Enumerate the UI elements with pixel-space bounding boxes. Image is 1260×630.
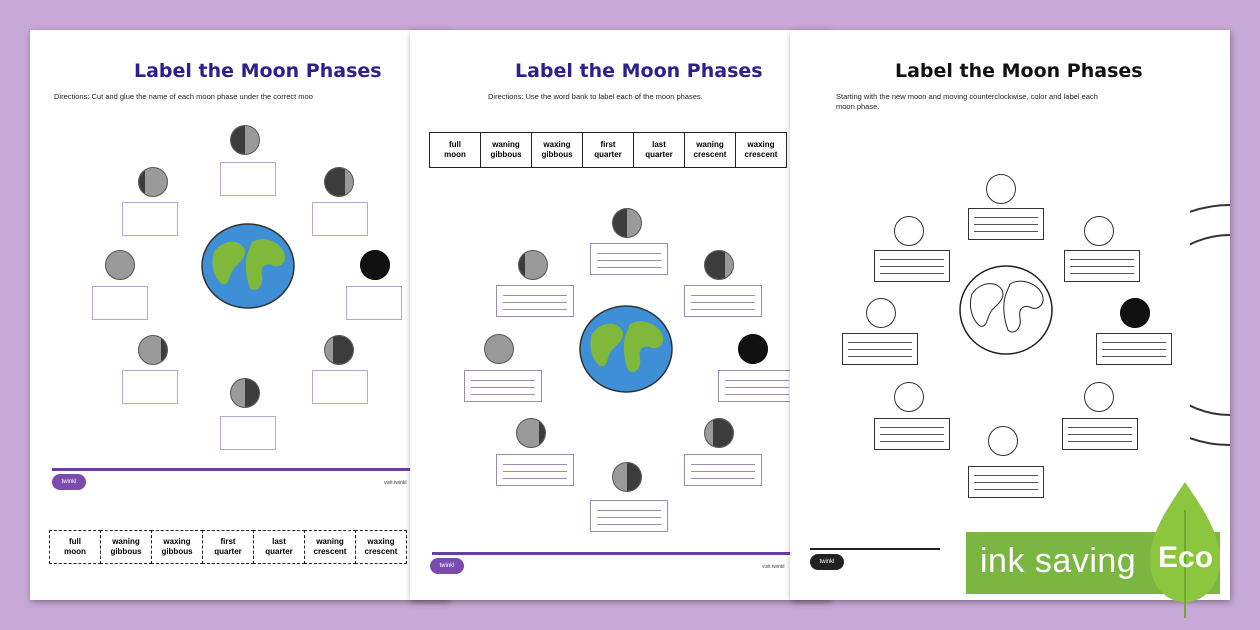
label-lines: [842, 333, 918, 365]
label-lines: [718, 370, 796, 402]
earth-outline-icon: [958, 264, 1054, 356]
label-lines: [1096, 333, 1172, 365]
label-lines: [590, 243, 668, 275]
word-bank-item: waxing crescent: [735, 132, 787, 168]
moon-waxing-crescent-icon: [324, 167, 354, 197]
label-box: [122, 202, 178, 236]
label-lines: [968, 208, 1044, 240]
directions-text: Directions: Use the word bank to label each of the moon phases.: [488, 92, 703, 101]
worksheet-cut-and-glue: [30, 30, 450, 600]
label-lines: [590, 500, 668, 532]
moon-waning-crescent-icon: [704, 418, 734, 448]
word-bank: [430, 132, 787, 168]
word-bank-item: waning crescent: [684, 132, 736, 168]
moon-outline-icon: [866, 298, 896, 328]
label-lines: [496, 285, 574, 317]
moon-new-icon: [738, 334, 768, 364]
moon-outline-icon: [1084, 216, 1114, 246]
label-lines: [684, 454, 762, 486]
label-box: [346, 286, 402, 320]
label-box: [122, 370, 178, 404]
moon-outline-icon: [894, 382, 924, 412]
moon-last-quarter-icon: [612, 462, 642, 492]
moon-outline-icon: [986, 174, 1016, 204]
twinkl-logo: twinkl: [430, 558, 464, 574]
earth-icon: [578, 304, 674, 394]
worksheet-word-bank: [410, 30, 830, 600]
moon-first-quarter-icon: [230, 125, 260, 155]
page-title: Label the Moon Phases: [134, 60, 382, 82]
word-card: waxing crescent: [355, 530, 407, 564]
moon-first-quarter-icon: [612, 208, 642, 238]
moon-waxing-gibbous-icon: [518, 250, 548, 280]
footer-note: visit twinkl: [384, 480, 407, 486]
eco-badge-text: Eco: [1158, 541, 1214, 574]
moon-waning-gibbous-icon: [516, 418, 546, 448]
moon-last-quarter-icon: [230, 378, 260, 408]
label-box: [312, 370, 368, 404]
footer-note: visit twinkl: [762, 564, 785, 570]
moon-outline-icon: [988, 426, 1018, 456]
earth-icon: [200, 222, 296, 310]
label-lines: [684, 285, 762, 317]
moon-new-icon: [360, 250, 390, 280]
directions-text: Directions: Cut and glue the name of each moon phase under the correct moo: [54, 92, 313, 101]
label-lines: [874, 418, 950, 450]
word-card: waning crescent: [304, 530, 356, 564]
label-lines: [464, 370, 542, 402]
footer-divider: [810, 548, 940, 550]
label-lines: [1064, 250, 1140, 282]
directions-line-1: Starting with the new moon and moving counterclockwise, color and label each: [836, 92, 1098, 101]
word-bank-item: waxing gibbous: [531, 132, 583, 168]
moon-outline-icon: [1084, 382, 1114, 412]
page-title: Label the Moon Phases: [515, 60, 763, 82]
page-title: Label the Moon Phases: [895, 60, 1143, 82]
moon-waxing-crescent-icon: [704, 250, 734, 280]
word-card: first quarter: [202, 530, 254, 564]
word-bank-item: last quarter: [633, 132, 685, 168]
moon-new-icon: [1120, 298, 1150, 328]
label-lines: [496, 454, 574, 486]
twinkl-logo: twinkl: [810, 554, 844, 570]
moon-outline-icon: [894, 216, 924, 246]
cut-out-word-strip: [50, 530, 407, 564]
word-card: waxing gibbous: [151, 530, 203, 564]
moon-full-icon: [105, 250, 135, 280]
label-box: [312, 202, 368, 236]
label-box: [220, 162, 276, 196]
directions-line-2: moon phase.: [836, 102, 880, 111]
label-lines: [968, 466, 1044, 498]
word-bank-item: full moon: [429, 132, 481, 168]
word-card: waning gibbous: [100, 530, 152, 564]
moon-waning-gibbous-icon: [138, 335, 168, 365]
moon-waning-crescent-icon: [324, 335, 354, 365]
footer-divider: [432, 552, 830, 555]
label-lines: [874, 250, 950, 282]
twinkl-logo: twinkl: [52, 474, 86, 490]
ink-saving-text: ink saving: [980, 542, 1137, 580]
word-card: last quarter: [253, 530, 305, 564]
label-box: [92, 286, 148, 320]
label-box: [220, 416, 276, 450]
moon-waxing-gibbous-icon: [138, 167, 168, 197]
word-card: full moon: [49, 530, 101, 564]
word-bank-item: waning gibbous: [480, 132, 532, 168]
orbit-arcs-decoration: [1190, 200, 1230, 450]
word-bank-item: first quarter: [582, 132, 634, 168]
moon-full-icon: [484, 334, 514, 364]
label-lines: [1062, 418, 1138, 450]
footer-divider: [52, 468, 450, 471]
